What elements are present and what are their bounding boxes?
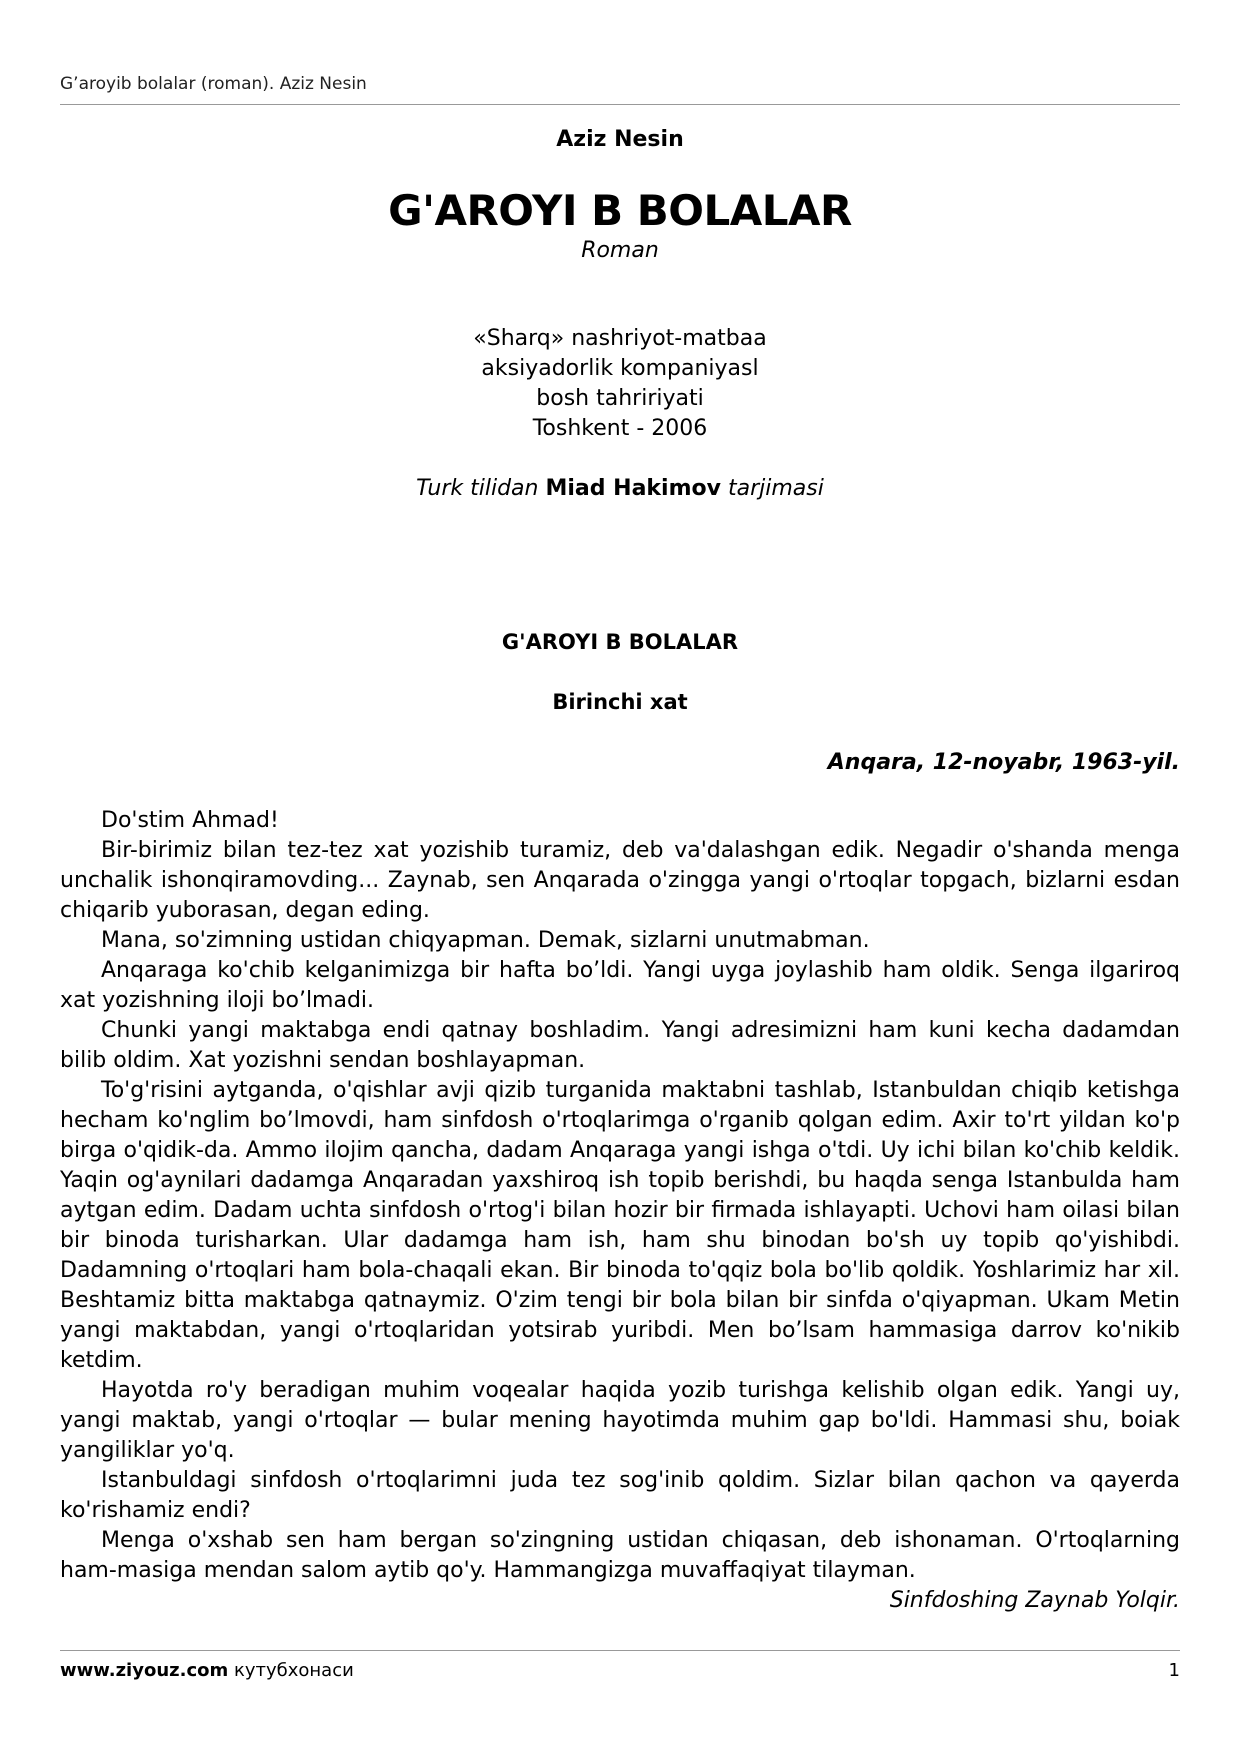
footer-site-link[interactable]: www.ziyouz.com bbox=[60, 1660, 229, 1681]
publisher-line: bosh tahririyati bbox=[536, 386, 704, 411]
book-genre: Roman bbox=[581, 238, 659, 263]
paragraph: Menga o'xshab sen ham bergan so'zingning ustidan chiqasan, deb ishonaman. O'rtoqlarning ham-masiga mendan salom aytib qo'y. Hammangizga muvaffaqiyat tilayman. bbox=[60, 1528, 1180, 1583]
paragraph: Hayotda ro'y beradigan muhim voqealar haqida yozib turishga kelishib olgan edik. Yangi uy, yangi maktab, yangi o'rtoqlar — bular mening hayotimda muhim gap bo'ldi. Hammasi shu, boiak yangiliklar yo'q. bbox=[60, 1378, 1180, 1463]
paragraph: Chunki yangi maktabga endi qatnay boshladim. Yangi adresimizni ham kuni kecha dadamdan bilib oldim. Xat yozishni sendan boshlayapman. bbox=[60, 1018, 1180, 1073]
footer-source bbox=[60, 1660, 354, 1681]
author-name: Aziz Nesin bbox=[556, 127, 684, 152]
translator-suffix: tarjimasi bbox=[727, 476, 824, 501]
publisher-line: Toshkent - 2006 bbox=[532, 416, 708, 441]
running-header: G’aroyib bolalar (roman). Aziz Nesin bbox=[60, 74, 367, 94]
translator-line bbox=[60, 476, 1180, 501]
publisher-line: «Sharq» nashriyot-matbaa bbox=[473, 326, 767, 351]
publisher-block bbox=[60, 324, 1180, 444]
header-rule bbox=[60, 104, 1180, 105]
book-title: G'AROYI B BOLALAR bbox=[388, 186, 852, 235]
letter-title: Birinchi xat bbox=[552, 690, 688, 714]
translator-prefix: Turk tilidan bbox=[416, 476, 539, 501]
signature: Sinfdoshing Zaynab Yolqir. bbox=[889, 1588, 1180, 1613]
footer-rule bbox=[60, 1650, 1180, 1651]
paragraph: To'g'risini aytganda, o'qishlar avji qizib turganida maktabni tashlab, Istanbuldan chiqib ketishga hecham ko'nglim bo’lmovdi, ham sinfdosh o'rtoqlarimga o'rganib qolgan edim. Axir to'rt yildan ko'p birga o'qidik-da. Ammo ilojim qancha, dadam Anqaraga yangi ishga o'tdi. Uy ichi bilan ko'chib keldik. Yaqin og'aynilari dadamga Anqaradan yaxshiroq ish topib berishdi, bu haqda senga Istanbulda ham aytgan edim. Dadam uchta sinfdosh o'rtog'i bilan hozir bir firmada ishlayapti. Uchovi ham oilasi bilan bir binoda turisharkan. Ular dadamga ham ish, ham shu binodan bo'sh uy topib qo'yishibdi. Dadamning o'rtoqlari ham bola-chaqali ekan. Bir binoda to'qqiz bola bo'lib qoldik. Yoshlarimiz har xil. Beshtamiz bitta maktabga qatnaymiz. O'zim tengi bir bola bilan bir sinfda o'qiyapman. Ukam Metin yangi maktabdan, yangi o'rtoqlaridan yotsirab yuribdi. Men bo’lsam hammasiga darrov ko'nikib ketdim. bbox=[60, 1078, 1180, 1373]
paragraph: Anqaraga ko'chib kelganimizga bir hafta bo’ldi. Yangi uyga joylashib ham oldik. Senga ilgariroq xat yozishning iloji bo’lmadi. bbox=[60, 958, 1180, 1013]
footer-library: кутубхонаси bbox=[233, 1660, 354, 1681]
paragraph: Mana, so'zimning ustidan chiqyapman. Demak, sizlarni unutmabman. bbox=[101, 928, 870, 953]
place-date: Anqara, 12-noyabr, 1963-yil. bbox=[827, 750, 1180, 775]
translator-name: Miad Hakimov bbox=[545, 476, 721, 501]
paragraph: Do'stim Ahmad! bbox=[101, 808, 279, 833]
publisher-line: aksiyadorlik kompaniyasl bbox=[481, 356, 759, 381]
paragraph: Bir-birimiz bilan tez-tez xat yozishib turamiz, deb va'dalashgan edik. Negadir o'shanda menga unchalik ishonqiramovding... Zaynab, sen Anqarada o'zingga yangi o'rtoqlar topgach, bizlarni esdan chiqarib yuborasan, degan eding. bbox=[60, 838, 1180, 923]
page-number: 1 bbox=[1168, 1660, 1180, 1681]
paragraph: Istanbuldagi sinfdosh o'rtoqlarimni juda tez sog'inib qoldim. Sizlar bilan qachon va qayerda ko'rishamiz endi? bbox=[60, 1468, 1180, 1523]
section-title: G'AROYI B BOLALAR bbox=[501, 630, 739, 654]
letter-body bbox=[60, 806, 1180, 1616]
